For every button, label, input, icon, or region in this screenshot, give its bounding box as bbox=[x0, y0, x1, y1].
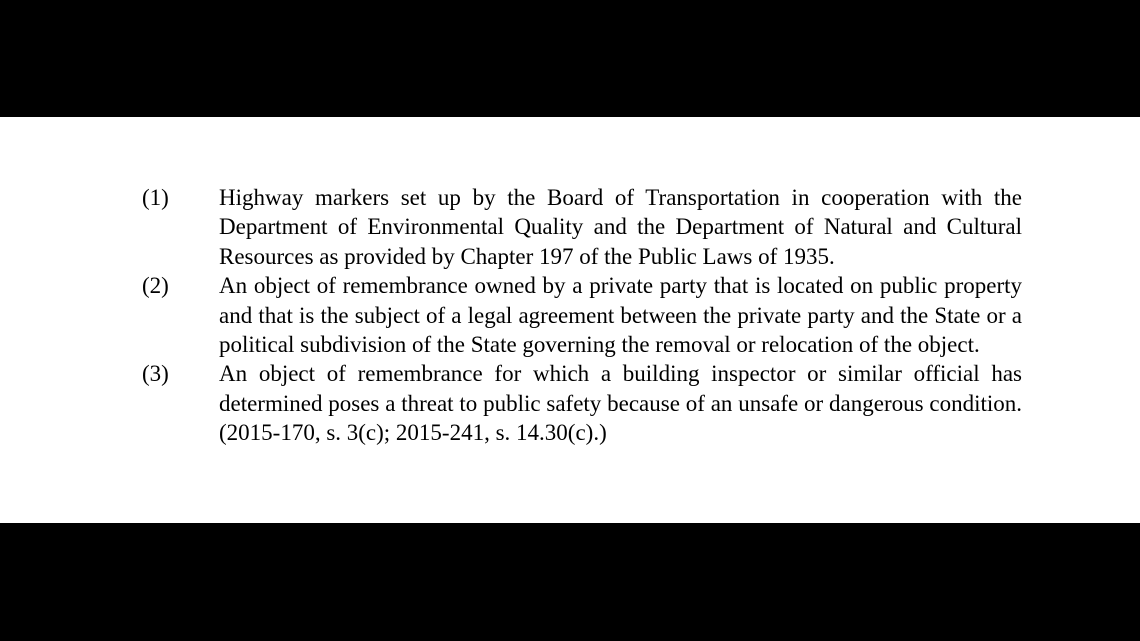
item-number: (1) bbox=[142, 185, 169, 210]
item-text: An object of remembrance owned by a private party that is located on public property and that is the subject of a legal agreement between the private party and the State or a political subdivision of the State governing the removal or relocation of the object. bbox=[219, 273, 1022, 358]
list-item-3 bbox=[0, 359, 1140, 447]
list-item-2 bbox=[0, 271, 1140, 359]
item-number: (3) bbox=[142, 361, 169, 387]
list-item-1 bbox=[0, 183, 1140, 271]
item-text: Highway markers set up by the Board of Transportation in cooperation with the Department of Environmental Quality and the Department of Natural and Cultural Resources as provided by Chapter 197 of the Public Laws of 1935. bbox=[219, 185, 1022, 269]
item-number: (2) bbox=[142, 273, 169, 299]
document-page bbox=[0, 117, 1140, 523]
item-text: An object of remembrance for which a building inspector or similar official has determined poses a threat to public safety because of an unsafe or dangerous condition. (2015-170, s. 3(c); 2015-241, s. 14.30(c).) bbox=[219, 361, 1022, 446]
statute-exception-list bbox=[0, 183, 1140, 448]
